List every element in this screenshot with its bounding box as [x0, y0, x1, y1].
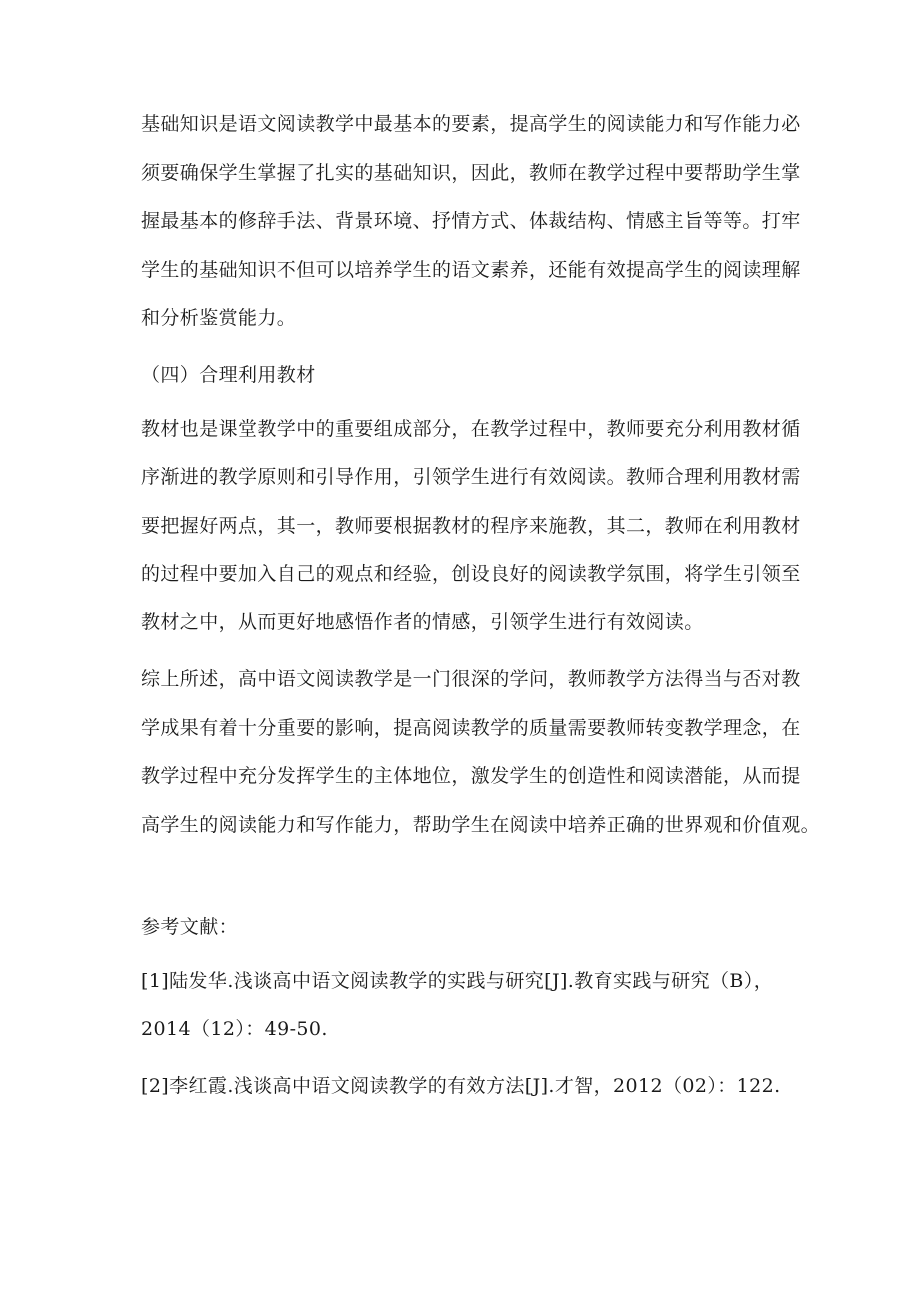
- paragraph-1-line-1: 基础知识是语文阅读教学中最基本的要素，提高学生的阅读能力和写作能力必: [141, 113, 801, 135]
- section-heading: （四）合理利用教材: [141, 364, 316, 386]
- paragraph-1-line-3: 握最基本的修辞手法、背景环境、抒情方式、体裁结构、情感主旨等等。打牢: [141, 210, 801, 232]
- paragraph-1-line-4: 学生的基础知识不但可以培养学生的语文素养，还能有效提高学生的阅读理解: [141, 259, 801, 281]
- paragraph-2-line-3: 要把握好两点，其一，教师要根据教材的程序来施教，其二，教师在利用教材: [141, 515, 801, 537]
- reference-2: [2]李红霞.浅谈高中语文阅读教学的有效方法[J].才智，2012（02）：122.: [141, 1075, 781, 1097]
- paragraph-1-line-2: 须要确保学生掌握了扎实的基础知识，因此，教师在教学过程中要帮助学生掌: [141, 162, 801, 184]
- paragraph-3-line-3: 教学过程中充分发挥学生的主体地位，激发学生的创造性和阅读潜能，从而提: [141, 765, 801, 787]
- paragraph-1-line-5: 和分析鉴赏能力。: [141, 307, 297, 329]
- paragraph-2-line-4: 的过程中要加入自己的观点和经验，创设良好的阅读教学氛围，将学生引领至: [141, 563, 801, 585]
- reference-1-line-2: 2014（12）：49-50.: [141, 1018, 328, 1040]
- paragraph-2-line-2: 序渐进的教学原则和引导作用，引领学生进行有效阅读。教师合理利用教材需: [141, 466, 801, 488]
- paragraph-2-line-5: 教材之中，从而更好地感悟作者的情感，引领学生进行有效阅读。: [141, 611, 704, 633]
- paragraph-3-line-4: 高学生的阅读能力和写作能力，帮助学生在阅读中培养正确的世界观和价值观。: [141, 814, 821, 836]
- paragraph-3-line-2: 学成果有着十分重要的影响，提高阅读教学的质量需要教师转变教学理念，在: [141, 717, 801, 739]
- references-heading: 参考文献：: [141, 916, 239, 938]
- reference-1-line-1: [1]陆发华.浅谈高中语文阅读教学的实践与研究[J].教育实践与研究（B），: [141, 970, 774, 992]
- paragraph-3-line-1: 综上所述，高中语文阅读教学是一门很深的学问，教师教学方法得当与否对教: [141, 668, 801, 690]
- paragraph-2-line-1: 教材也是课堂教学中的重要组成部分，在教学过程中，教师要充分利用教材循: [141, 418, 801, 440]
